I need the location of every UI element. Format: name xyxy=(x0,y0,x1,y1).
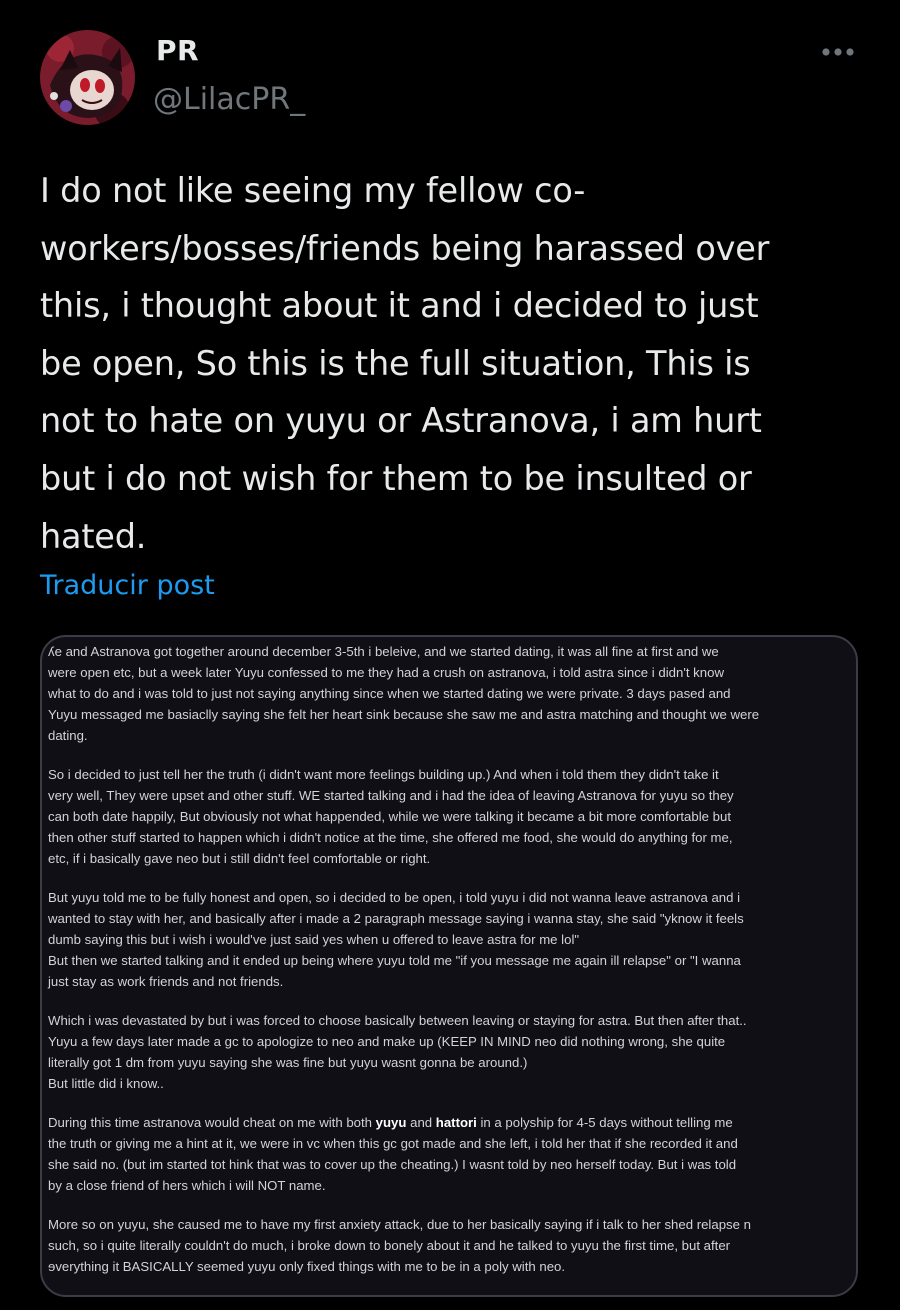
tweet-text: I do not like seeing my fellow co- workers/bosses/friends being harassed over this, i thought about it and i decided to just be open, So this is the full situation, This is not to hate on yuyu or Astranova, i am hurt but i do not wish for them to be insulted or hated. xyxy=(40,171,770,556)
highlight-name-2: hattori xyxy=(435,1115,477,1130)
author-handle[interactable]: @LilacPR_ xyxy=(153,82,306,117)
paragraph-5-part-3: in a polyship for 4-5 days without telling me the truth or giving me a hint at it, we were in vc when this gc got made and she left, i told her that if she recorded it and she said no. (but im started tot hink that was to cover up the cheating.) I wasnt told by neo herself today. But i was told by a close friend of hers which i will NOT name. xyxy=(48,1115,738,1193)
paragraph-6: More so on yuyu, she caused me to have my first anxiety attack, due to her basically saying if i talk to her shed relapse n such, so i quite literally couldn't do much, i broke down to bonely about it and he talked to yuyu the first time, but after ɘverything it BASICALLY seemed yuyu only fixed things with me to be in a poly with neo. xyxy=(48,1217,751,1274)
paragraph-5-part-1: During this time astranova would cheat on me with both xyxy=(48,1115,376,1130)
translate-post-link[interactable]: Traducir post xyxy=(40,570,215,601)
avatar-image xyxy=(40,30,135,125)
paragraph-5 xyxy=(48,1112,848,1196)
screenshot-document xyxy=(48,641,848,1295)
paragraph-3: But yuyu told me to be fully honest and open, so i decided to be open, i told yuyu i did not wanna leave astranova and i wanted to stay with her, and basically after i made a 2 paragraph message saying i wanna stay, she said "yknow it feels dumb saying this but i wish i would've just said yes when u offered to leave astra for me lol" But then we started talking and it ended up being where yuyu told me "if you message me again ill relapse" or "I wanna just stay as work friends and not friends. xyxy=(48,890,744,989)
attached-image[interactable] xyxy=(40,635,858,1297)
paragraph-1: ʎe and Astranova got together around december 3-5th i beleive, and we started dating, it was all fine at first and we were open etc, but a week later Yuyu confessed to me they had a crush on astranova, i told astra since i didn't know what to do and i was told to just not saying anything since when we started dating we were private. 3 days pased and Yuyu messaged me basiaclly saying she felt her heart sink because she saw me and astra matching and thought we were dating. xyxy=(48,644,760,743)
author-name[interactable]: PR xyxy=(156,34,200,67)
more-horizontal-icon[interactable] xyxy=(818,40,858,64)
tweet-header xyxy=(40,30,870,130)
paragraph-5-part-2: and xyxy=(406,1115,436,1130)
highlight-name-1: yuyu xyxy=(375,1115,407,1130)
avatar[interactable] xyxy=(40,30,135,125)
paragraph-4: Which i was devastated by but i was forced to choose basically between leaving or staying for astra. But then after that.. Yuyu a few days later made a gc to apologize to neo and make up (KEEP IN MIND neo did nothing wrong, she quite literally got 1 dm from yuyu saying she was fine but yuyu wasnt gonna be around.) But little did i know.. xyxy=(48,1013,747,1091)
paragraph-2: So i decided to just tell her the truth (i didn't want more feelings building up.) And when i told them they didn't take it very well, They were upset and other stuff. WE started talking and i had the idea of leaving Astranova for yuyu so they can both date happily, But obviously not what happended, while we were talking it became a bit more comfortable but then other stuff started to happen which i didn't notice at the time, she offered me food, she would do anything for me, etc, if i basically gave neo but i still didn't feel comfortable or right. xyxy=(48,767,734,866)
